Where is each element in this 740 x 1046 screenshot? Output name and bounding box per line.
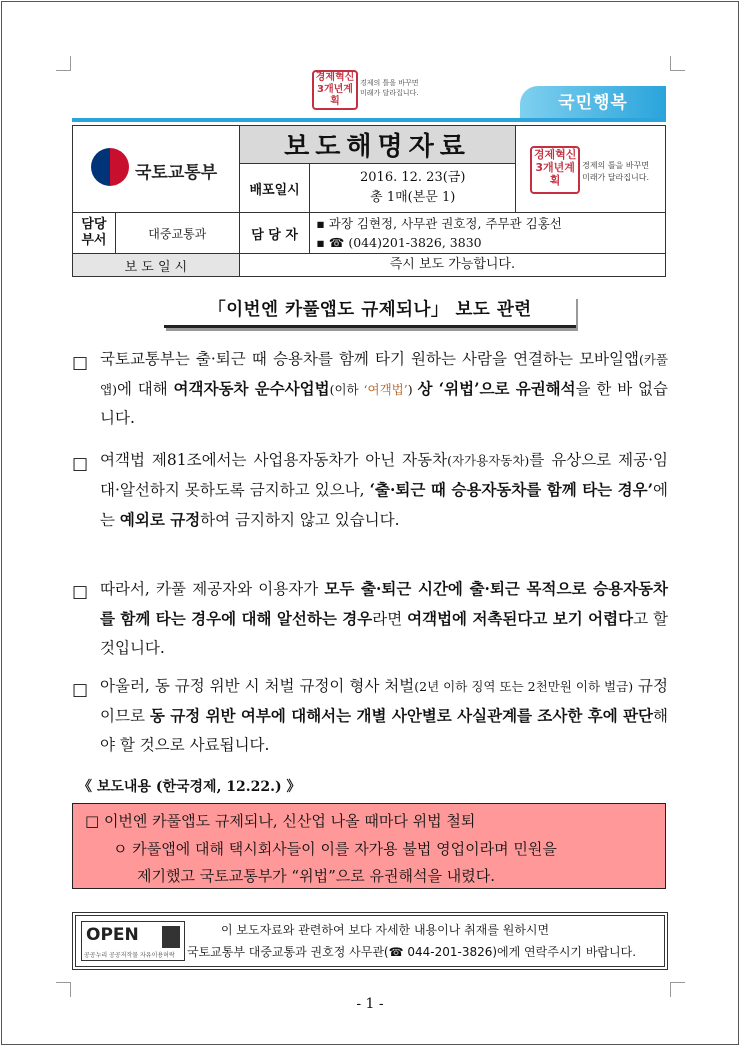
checkbox-bullet: □ — [72, 680, 89, 700]
checkbox-bullet: □ — [72, 454, 89, 474]
crop-mark — [56, 982, 71, 997]
distribution-date: 2016. 12. 23(금) — [360, 170, 466, 185]
paragraph-2: □ 여객법 제81조에서는 사업용자동차가 아닌 자동차(자가용자동차)를 유상으로 제공·임대·알선하지 못하도록 금지하고 있으나, ‘출·퇴근 때 승용자동차를 함께 타는 경우’에는 예외로 규정하여 금지하지 않고 있습니다. — [72, 451, 668, 529]
distribution-info — [310, 164, 516, 213]
checkbox-bullet: □ — [72, 582, 89, 602]
footer-contact: 국토교통부 대중교통과 권호정 사무관(☎ 044-201-3826)에게 연락주시기 바랍니다. — [187, 945, 637, 959]
government-emblem-icon — [91, 148, 129, 186]
crop-mark — [56, 56, 71, 71]
release-value: 즉시 보도 가능합니다. — [239, 254, 665, 277]
press-excerpt-box — [72, 803, 666, 889]
logo-slogan: 경제의 틀을 바꾸면 — [582, 161, 650, 170]
headline: 「이번엔 카풀앱도 규제되나」 보도 관련 — [164, 296, 576, 328]
ministry-cell — [73, 126, 240, 213]
crop-mark — [670, 56, 685, 71]
logo-slogan: 경제의 틀을 바꾸면 — [360, 79, 419, 87]
dept-name: 대중교통과 — [115, 213, 239, 254]
header-table — [72, 125, 666, 277]
press-source-label: 《 보도내용 (한국경제, 12.22.) 》 — [78, 779, 301, 795]
contact-people: ▪ 과장 김현정, 사무관 권호정, 주무관 김홍선 — [316, 216, 562, 231]
contact-info — [310, 213, 666, 254]
contact-footer — [72, 912, 668, 970]
crop-mark — [670, 982, 685, 997]
contact-label: 담 당 자 — [239, 213, 310, 254]
national-happiness-banner: 국민행복 — [520, 86, 666, 120]
ministry-name: 국토교통부 — [135, 163, 218, 183]
paragraph-4: □ 아울러, 동 규정 위반 시 처벌 규정이 형사 처벌(2년 이하 징역 또는 2천만원 이하 벌금) 규정이므로 동 규정 위반 여부에 대해서는 개별 사안별로 사실관계를 조사한 후에 판단해야 할 것으로 사료됩니다. — [72, 677, 668, 754]
right-logo-cell — [516, 126, 666, 213]
banner-rule — [72, 118, 666, 122]
economic-innovation-logo — [312, 70, 452, 110]
doc-title: 보도해명자료 — [239, 126, 515, 164]
footer-text: 이 보도자료와 관련하여 보다 자세한 내용이나 취재를 원하시면 — [221, 923, 550, 937]
press-detail: ㅇ 카풀앱에 대해 택시회사들이 이를 자가용 불법 영업이라며 민원을 — [113, 840, 557, 858]
press-detail-cont: 제기했고 국토교통부가 “위법”으로 유권해석을 내렸다. — [137, 867, 495, 885]
paragraph-1: □ 국토교통부는 출·퇴근 때 승용차를 함께 타기 원하는 사람을 연결하는 모바일앱(카풀앱)에 대해 여객자동차 운수사업법(이하 ‘여객법’) 상 ‘위법’으로 유권해석을 한 바 없습니다. — [72, 350, 668, 427]
dept-label: 담당 부서 — [73, 213, 116, 254]
page-number: - 1 - — [356, 996, 384, 1012]
logo-slogan: 미래가 달라집니다. — [582, 173, 650, 182]
logo-seal: 경제혁신 3개년계획 — [312, 70, 358, 110]
press-headline: □ 이번엔 카풀앱도 규제되나, 신산업 나올 때마다 위법 철퇴 — [85, 812, 476, 830]
checkbox-bullet: □ — [72, 353, 89, 373]
kogl-open-logo: OPEN 공공누리 공공저작물 자유이용허락 — [81, 921, 185, 961]
contact-phone: ▪ ☎ (044)201-3826, 3830 — [316, 235, 482, 250]
paragraph-3: □ 따라서, 카풀 제공자와 이용자가 모두 출·퇴근 시간에 출·퇴근 목적으로 승용자동차를 함께 타는 경우에 대해 알선하는 경우라면 여객법에 저촉된다고 보기 어렵다고 할 것입니다. — [72, 579, 669, 657]
release-label: 보 도 일 시 — [73, 254, 240, 277]
person-icon — [162, 926, 180, 948]
page-count: 총 1매(본문 1) — [370, 190, 456, 205]
logo-slogan: 미래가 달라집니다. — [360, 89, 419, 97]
distribution-label: 배포일시 — [239, 164, 310, 213]
logo-seal: 경제혁신 3개년계획 — [530, 146, 580, 194]
